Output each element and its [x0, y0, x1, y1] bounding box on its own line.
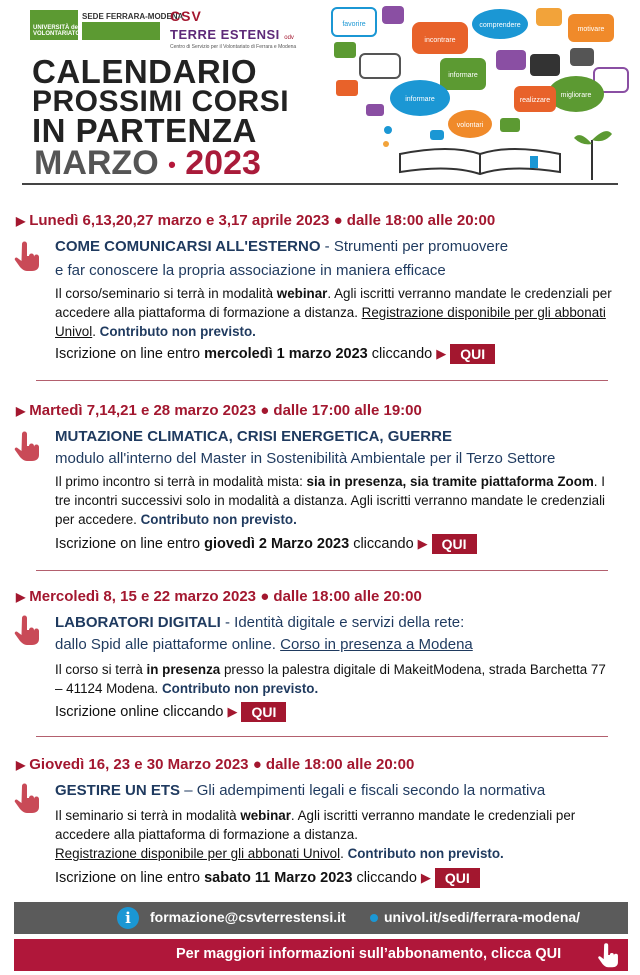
- course-3-description: Il corso si terrà in presenza presso la palestra digitale di MakeitModena, strada Barchetta 77 – 41124 Modena. Contributo non previsto.: [55, 662, 606, 696]
- course-2-title: MUTAZIONE CLIMATICA, CRISI ENERGETICA, GUERRE: [55, 428, 452, 445]
- section-divider: [36, 736, 608, 737]
- csv-brand: TERRE ESTENSI: [170, 27, 280, 42]
- course-1-description: Il corso/seminario si terrà in modalità webinar. Agli iscritti verranno mandate le credenziali per accedere alla piattaforma di formazione a distanza. Registrazione disponibile per gli abbonati Univol. Contributo non previsto.: [55, 286, 612, 339]
- pointing-hand-icon: [12, 240, 44, 272]
- course-1-registration: Iscrizione on line entro mercoledì 1 marzo 2023 cliccando ▶ QUI: [55, 344, 495, 364]
- course-4-registration: Iscrizione on line entro sabato 11 Marzo 2023 cliccando ▶ QUI: [55, 868, 480, 888]
- course-1-title: COME COMUNICARSI ALL'ESTERNO - Strumenti per promuovere: [55, 238, 509, 255]
- course-2-date: ▶ Martedì 7,14,21 e 28 marzo 2023 ● dalle 17:00 alle 19:00: [16, 402, 422, 419]
- header-divider: [22, 183, 618, 185]
- course-2-subtitle: modulo all'interno del Master in Sostenibilità Ambientale per il Terzo Settore: [55, 450, 556, 467]
- univol-logo: [30, 10, 184, 40]
- section-divider: [36, 570, 608, 571]
- univol-site-name: SEDE FERRARA-MODENA: [82, 12, 184, 21]
- course-4-description: Il seminario si terrà in modalità webinar. Agli iscritti verranno mandate le credenziali per accedere alla piattaforma di formazione a distanza. Registrazione disponibile per gli abbonati Univol. Contributo non previsto.: [55, 808, 576, 861]
- bubble-word: informare: [448, 72, 478, 79]
- subscription-cta-text[interactable]: Per maggiori informazioni sull’abbonamento, clicca QUI: [176, 946, 562, 962]
- course-2-description: Il primo incontro si terrà in modalità mista: sia in presenza, sia tramite piattaforma Zoom. I tre incontri successivi solo in modalità a distanza. Agli iscritti verranno mandate le credenziali per accedere. Contributo non previsto.: [55, 474, 606, 527]
- bubble-word: comprendere: [479, 22, 521, 29]
- bubble-word: motivare: [577, 26, 605, 33]
- title-month: MARZO • 2023: [34, 144, 261, 182]
- course-3-date: ▶ Mercoledì 8, 15 e 22 marzo 2023 ● dalle 18:00 alle 20:00: [16, 588, 422, 605]
- bubble-word: informare: [405, 96, 435, 103]
- course-1-subtitle: e far conoscere la propria associazione in maniera efficace: [55, 262, 446, 279]
- csv-suffix: odv: [284, 35, 294, 41]
- year-label: 2023: [185, 144, 261, 182]
- pointing-hand-icon: [12, 782, 44, 814]
- course-4-title: GESTIRE UN ETS – Gli adempimenti legali e fiscali secondo la normativa: [55, 782, 546, 799]
- course-2-qui-button[interactable]: QUI: [432, 534, 477, 554]
- pointing-hand-icon: [12, 430, 44, 462]
- website-link[interactable]: univol.it/sedi/ferrara-modena/: [384, 909, 581, 925]
- csv-name: CSV: [170, 8, 202, 24]
- title-line-2: PROSSIMI CORSI: [32, 85, 290, 118]
- bubble-word: realizzare: [519, 97, 551, 104]
- course-4-qui-button[interactable]: QUI: [435, 868, 480, 888]
- course-1-date: ▶ Lunedì 6,13,20,27 marzo e 3,17 aprile 2023 ● dalle 18:00 alle 20:00: [16, 212, 496, 229]
- bubble-word: migliorare: [560, 92, 592, 99]
- info-icon: i: [117, 907, 139, 929]
- contact-bar: [14, 902, 628, 934]
- bubble-word: favorire: [342, 21, 366, 28]
- email-link[interactable]: formazione@csvterrestensi.it: [150, 909, 346, 925]
- title-line-3: IN PARTENZA: [32, 112, 257, 149]
- course-1-qui-button[interactable]: QUI: [450, 344, 495, 364]
- pointing-hand-icon: [596, 942, 622, 968]
- bubble-word: incontrare: [424, 37, 456, 44]
- course-3-qui-button[interactable]: QUI: [241, 702, 286, 722]
- bullet-dot: [370, 914, 378, 922]
- month-label: MARZO: [34, 144, 159, 182]
- csv-subtitle: Centro di Servizio per il Volontariato di Ferrara e Modena: [170, 44, 297, 50]
- subscription-cta-bar[interactable]: [14, 939, 628, 971]
- course-3-registration: Iscrizione online cliccando ▶ QUI: [55, 702, 286, 722]
- csv-logo: [170, 8, 340, 48]
- title-line-1: CALENDARIO: [32, 53, 257, 90]
- univol-logo-text: UNIVERSITÀ del VOLONTARIATO: [33, 25, 80, 37]
- speech-bubbles-book-illustration: [330, 4, 630, 184]
- bubble-word: volontari: [456, 122, 484, 129]
- course-3-title: LABORATORI DIGITALI - Identità digitale e servizi della rete:: [55, 614, 465, 631]
- course-2-registration: Iscrizione on line entro giovedì 2 Marzo 2023 cliccando ▶ QUI: [55, 534, 477, 554]
- course-3-subtitle: dallo Spid alle piattaforme online. Corso in presenza a Modena: [55, 636, 473, 653]
- section-divider: [36, 380, 608, 381]
- pointing-hand-icon: [12, 614, 44, 646]
- course-4-date: ▶ Giovedì 16, 23 e 30 Marzo 2023 ● dalle 18:00 alle 20:00: [16, 756, 415, 773]
